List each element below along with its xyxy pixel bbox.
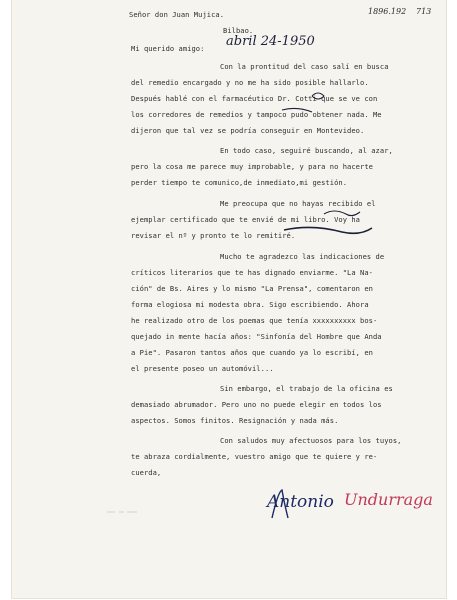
body-line: el presente poseo un automóvil... (131, 364, 274, 373)
body-line: quejado in mente hacía años: "Sinfonía del Hombre que Anda (131, 332, 382, 341)
signature-last-name: Undurraga (344, 490, 433, 509)
body-line: los corredores de remedios y tampoco pudo obtener nada. Me (131, 110, 382, 119)
body-line: Con la prontitud del caso salí en busca (220, 62, 389, 71)
body-line: revisar el nº y pronto te lo remitiré. (131, 231, 296, 240)
body-line: ejemplar certificado que te envié de mi libro. Voy ha (131, 215, 361, 224)
correction-loop-mark (312, 93, 324, 99)
body-line: aspectos. Somos finitos. Resignación y nada más. (131, 416, 339, 425)
body-line: Después hablé con el farmacéutico Dr. Cotti que se ve con (131, 94, 378, 103)
body-line: ción" de Bs. Aires y lo mismo "La Prensa", comentaron en (131, 284, 373, 293)
body-line: dijeron que tal vez se podría conseguir en Montevideo. (131, 126, 365, 135)
recipient-city: Bilbao. (223, 26, 254, 35)
body-line: a Pie". Pasaron tantos años que cuando ya lo escribí, en (131, 348, 373, 357)
body-line: te abraza cordialmente, vuestro amigo que te quiere y re- (131, 452, 378, 461)
body-line: demasiado abrumador. Pero uno no puede elegir en todos los (131, 400, 382, 409)
body-line: he realizado otro de los poemas que tenía xxxxxxxxxx bos- (131, 316, 378, 325)
letter-page (12, 0, 446, 598)
correction-strike-mark (284, 227, 372, 233)
signature-flourish (262, 488, 342, 528)
body-line: Sin embargo, el trabajo de la oficina es (220, 384, 393, 393)
body-line: Mucho te agradezco las indicaciones de (220, 252, 385, 261)
correction-strike-mark (324, 211, 360, 216)
body-line: Me preocupa que no hayas recibido el (220, 199, 376, 208)
signature-flourish-stroke (272, 490, 288, 518)
body-line: del remedio encargado y no me ha sido posible hallarlo. (131, 78, 369, 87)
body-line: Con saludos muy afectuosos para los tuyos, (220, 436, 402, 445)
body-line: En todo caso, seguiré buscando, al azar, (220, 146, 393, 155)
body-line: críticos literarios que te has dignado enviarme. "La Na- (131, 268, 373, 277)
archive-number: 713 (416, 7, 432, 16)
archive-reference: 1896.192 (368, 7, 407, 16)
recipient: Señor don Juan Mujica. (129, 10, 225, 19)
signature-first-name: Antonio (267, 492, 334, 512)
body-line: pero la cosa me parece muy improbable, y para no hacerte (131, 162, 373, 171)
handwritten-date: abril 24-1950 (226, 34, 315, 49)
body-line: cuerda, (131, 468, 162, 477)
correction-strike-mark (282, 108, 312, 112)
body-line: perder tiempo te comunico,de inmediato,mi gestión. (131, 178, 348, 187)
greeting: Mi querido amigo: (131, 44, 205, 53)
body-line: forma elogiosa mi modesta obra. Sigo escribiendo. Ahora (131, 300, 369, 309)
